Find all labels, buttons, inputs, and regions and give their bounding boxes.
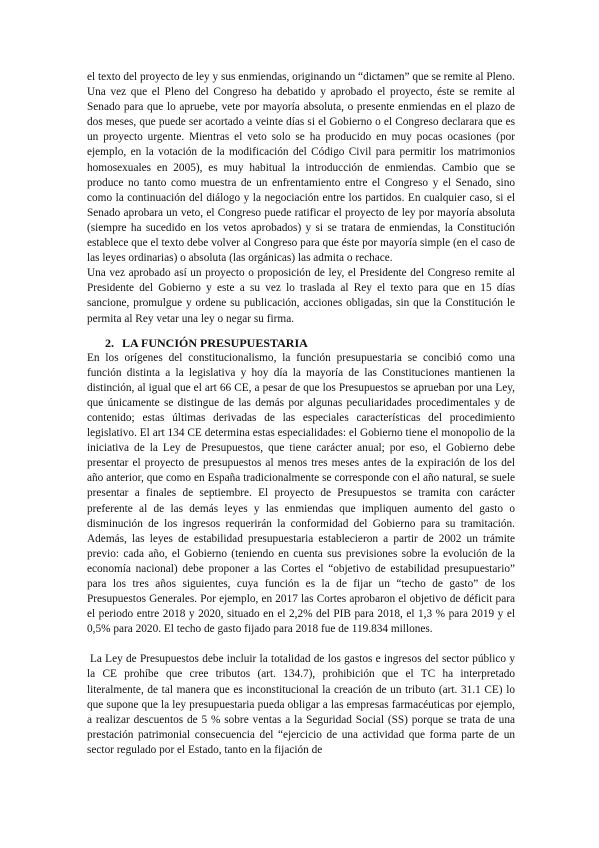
section-number: 2. (105, 335, 114, 350)
section-heading (87, 336, 515, 351)
paragraph-ley-presupuestos: La Ley de Presupuestos debe incluir la totalidad de los gastos e ingresos del sector público y la CE prohíbe que cree tributos (art. 134.7), prohibición que el TC ha interpretado literalmente, de tal manera que es inconstitucional la creación de un tributo (art. 31.1 CE) lo que supone que la ley presupuestaria pueda obligar a las empresas farmacéuticas por ejemplo, a realizar descuentos de 5 % sobre ventas a la Seguridad Social (SS) porque se trata de una prestación patrimonial consecuencia del “ejercicio de una actividad que forma parte de un sector regulado por el Estado, tanto en la fijación de (87, 653, 515, 756)
paragraph-senado: Una vez que el Pleno del Congreso ha debatido y aprobado el proyecto, éste se remite al Senado para que lo apruebe, vete por mayoría absoluta, o presente enmiendas en el plazo de dos meses, que puede ser acortado a veinte días si el Gobierno o el Congreso declarara que es un proyecto urgente. Mientras el veto solo se ha producido en muy pocas ocasiones (por ejemplo, en la votación de la modificación del Código Civil para permitir los matrimonios homosexuales en 2005), es muy habitual la introducción de enmiendas. Cambio que se produce no tanto como muestra de un enfrentamiento entre el Congreso y el Senado, sino como la continuación del diálogo y la negociación entre los partidos. En cualquier caso, si el Senado aprobara un veto, el Congreso puede ratificar el proyecto de ley por mayoría absoluta (siempre ha sucedido en los vetos aprobados) y si se tratara de enmiendas, la Constitución establece que el texto debe volver al Congreso para que éste por mayoría simple (en el caso de las leyes ordinarias) o absoluta (las orgánicas) las admita o rechace. (87, 86, 515, 265)
paragraph-spacer (87, 637, 515, 652)
section-title: LA FUNCIÓN PRESUPUESTARIA (122, 335, 308, 350)
paragraph-funcion-presupuestaria: En los orígenes del constitucionalismo, la función presupuestaria se concibió como una función distinta a la legislativa y hoy día la mayoría de las Constituciones mantienen la distinción, al igual que el art 66 CE, a pesar de que los Presupuestos se aprueban por una Ley, que únicamente se distingue de las demás por algunas peculiaridades procedimentales y de contenido; estas últimas derivadas de las especiales características del procedimiento legislativo. El art 134 CE determina estas especialidades: el Gobierno tiene el monopolio de la iniciativa de la Ley de Presupuestos, que tiene carácter anual; por eso, el Gobierno debe presentar el proyecto de presupuestos al menos tres meses antes de la expiración de los del año anterior, que como en España tradicionalmente se corresponde con el año natural, se suele presentar a finales de septiembre. El proyecto de Presupuestos se tramita con carácter preferente al de las demás leyes y las enmiendas que impliquen aumento del gasto o disminución de los ingresos requerirán la conformidad del Gobierno para su tramitación. Además, las leyes de estabilidad presupuestaria establecieron a partir de 2002 un trámite previo: cada año, el Gobierno (teniendo en cuenta sus previsiones sobre la evolución de la economía nacional) debe proponer a las Cortes el “objetivo de estabilidad presupuestario” para los tres años siguientes, cuya función es la de fijar un “techo de gasto” de los Presupuestos Generales. Por ejemplo, en 2017 las Cortes aprobaron el objetivo de déficit para el periodo entre 2018 y 2020, situado en el 2,2% del PIB para 2018, el 1,3 % para 2019 y el 0,5% para 2020. El techo de gasto fijado para 2018 fue de 119.834 millones. (87, 351, 515, 636)
paragraph-sancion: Una vez aprobado así un proyecto o proposición de ley, el Presidente del Congreso remite al Presidente del Gobierno y este a su vez lo traslada al Rey el texto para que en 15 días sancione, promulgue y ordene su publicación, acciones obligadas, sin que la Constitución le permita al Rey vetar una ley o negar su firma. (87, 267, 515, 325)
document-page (87, 70, 515, 758)
paragraph-dictamen: el texto del proyecto de ley y sus enmiendas, originando un “dictamen” que se remite al Pleno. (87, 71, 515, 83)
